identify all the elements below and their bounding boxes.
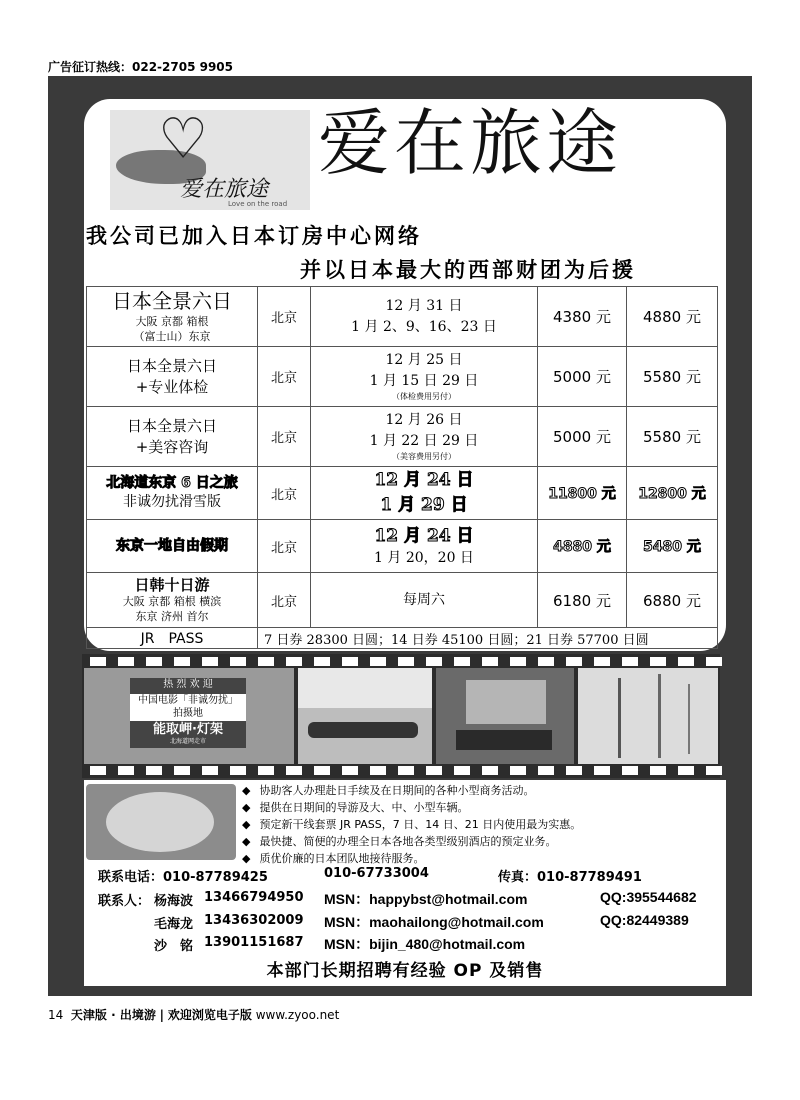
list-item: ◆ 预定新干线套票 JR PASS，7 日、14 日、21 日内使用最为实惠。 [242, 816, 581, 833]
contact-qq: QQ:395544682 [600, 889, 697, 905]
price-2: 5480 元 [627, 520, 718, 573]
date-note: （体检费用另付） [392, 392, 456, 401]
route-sub: 东京 济州 首尔 [135, 610, 209, 624]
route-name: 日本全景六日 [112, 289, 232, 314]
route-cell [87, 407, 258, 467]
company-logo [110, 107, 310, 210]
date-line: 1 月 22 日 29 日 [369, 432, 479, 449]
price-2: 6880 元 [627, 573, 718, 628]
table-row [87, 573, 718, 628]
contact-mobile: 13466794950 [204, 890, 304, 905]
browse-label: 欢迎浏览电子版 [167, 1008, 252, 1022]
departure-city: 北京 [258, 407, 311, 467]
contact-phone: 联系电话：010-87789425 [98, 870, 268, 885]
logo-tagline: Love on the road [228, 200, 288, 208]
route-sub: 大阪 京都 箱根 [135, 315, 209, 329]
contact-mobile: 13901151687 [204, 935, 304, 950]
price-2: 4880 元 [627, 287, 718, 347]
departure-city: 北京 [258, 287, 311, 347]
date-cell [311, 467, 538, 520]
ad-hotline: 广告征订热线：022-2705 9905 [48, 60, 234, 74]
departure-city: 北京 [258, 573, 311, 628]
tour-price-table [86, 286, 718, 649]
date-line: 1 月 15 日 29 日 [369, 372, 479, 389]
price-1: 6180 元 [538, 573, 627, 628]
table-row [87, 467, 718, 520]
date-note: （美容费用另付） [392, 452, 456, 461]
table-row [87, 407, 718, 467]
table-row [87, 520, 718, 573]
contact-msn: MSN：maohailong@hotmail.com [324, 914, 544, 930]
slogan-line-2: 并以日本最大的西部财团为后援 [300, 258, 636, 282]
date-cell [311, 520, 538, 573]
list-item: ◆ 协助客人办理赴日手续及在日期间的各种小型商务活动。 [242, 782, 581, 799]
route-name: 日本全景六日 [126, 357, 217, 376]
date-line: 12 月 31 日 [385, 298, 463, 315]
heart-icon: ♡ [158, 107, 209, 172]
price-1: 5000 元 [538, 407, 627, 467]
jr-pass-prices: 7 日券 28300 日圆；14 日券 45100 日圆；21 日券 57700 日圆 [258, 628, 718, 649]
contact-person-label: 联系人： [98, 894, 151, 909]
contact-fax: 传真：010-87789491 [498, 870, 642, 885]
sign-text: 中国电影「非诚勿扰」拍摄地 [130, 694, 246, 721]
date-cell [311, 347, 538, 407]
route-sub: 非诚勿扰滑雪版 [123, 494, 221, 510]
date-cell [311, 287, 538, 347]
date-line: 12 月 24 日 [374, 525, 474, 546]
welcome-sign [130, 678, 246, 748]
contact-phone-2: 010-67733004 [324, 866, 429, 881]
jr-pass-label: JR PASS [87, 628, 258, 649]
photo-filmstrip [82, 654, 720, 778]
logo-text: 爱在旅途 [180, 177, 269, 202]
website-link[interactable]: www.zyoo.net [255, 1008, 340, 1022]
contact-msn: MSN：bijin_480@hotmail.com [324, 936, 526, 952]
contact-msn: MSN：happybst@hotmail.com [324, 891, 528, 907]
date-cell: 每周六 [311, 573, 538, 628]
date-line: 1 月 20，20 日 [374, 550, 474, 567]
edition-label: 天津版 · 出境游 [70, 1008, 156, 1022]
departure-city: 北京 [258, 467, 311, 520]
page-title: 爱在旅途 [318, 101, 623, 185]
route-cell [87, 573, 258, 628]
price-2: 5580 元 [627, 407, 718, 467]
date-line: 12 月 24 日 [374, 470, 474, 491]
date-line: 12 月 26 日 [385, 412, 463, 429]
contact-mobile: 13436302009 [204, 913, 304, 928]
route-cell [87, 287, 258, 347]
service-list [242, 782, 581, 867]
footer-divider: | [159, 1008, 165, 1022]
photo-food-dish [86, 784, 236, 860]
list-item: ◆ 提供在日期间的导游及大、中、小型车辆。 [242, 799, 581, 816]
slogan-line-1: 我公司已加入日本订房中心网络 [86, 224, 422, 248]
page-number: 14 [48, 1008, 64, 1022]
route-sub: 大阪 京都 箱根 横滨 [122, 595, 222, 609]
price-1: 5000 元 [538, 347, 627, 407]
table-row [87, 347, 718, 407]
route-cell [87, 347, 258, 407]
sign-text: 热 烈 欢 迎 [163, 679, 213, 690]
contact-name: 沙 铭 [154, 939, 194, 954]
route-sub: （富士山）东京 [133, 330, 211, 343]
price-1: 11800 元 [538, 467, 627, 520]
route-name: 东京一地自由假期 [116, 537, 228, 554]
route-cell [87, 467, 258, 520]
price-2: 12800 元 [627, 467, 718, 520]
date-cell [311, 407, 538, 467]
contact-name: 毛海龙 [154, 917, 194, 932]
date-line: 12 月 25 日 [385, 352, 463, 369]
price-1: 4380 元 [538, 287, 627, 347]
photo-snowmobiles [298, 668, 432, 764]
contact-name: 杨海波 [154, 894, 194, 909]
page-footer [48, 1006, 339, 1023]
route-name: 日韩十日游 [134, 576, 210, 595]
sign-text: 能取岬·灯架 [153, 721, 223, 737]
route-name: 北海道东京 6 日之旅 [106, 475, 238, 492]
route-sub: +美容咨询 [135, 437, 209, 456]
price-1: 4880 元 [538, 520, 627, 573]
price-2: 5580 元 [627, 347, 718, 407]
table-row [87, 287, 718, 347]
contact-qq: QQ:82449389 [600, 912, 689, 928]
photo-welcome-sign [84, 668, 294, 764]
table-row [87, 628, 718, 649]
list-item: ◆ 最快捷、简便的办理全日本各地各类型级别酒店的预定业务。 [242, 833, 581, 850]
list-item: ◆ 质优价廉的日本团队地接待服务。 [242, 850, 581, 867]
date-line: 1 月 2、9、16、23 日 [351, 318, 497, 335]
departure-city: 北京 [258, 520, 311, 573]
route-cell [87, 520, 258, 573]
services-contact-panel [84, 780, 726, 986]
sign-text: 北海道网走市 [169, 738, 206, 746]
recruit-notice: 本部门长期招聘有经验 OP 及销售 [266, 961, 544, 981]
route-sub: +专业体检 [135, 377, 209, 396]
route-name: 日本全景六日 [126, 417, 217, 436]
date-line: 1 月 29 日 [380, 495, 468, 515]
photo-hotel-room [436, 668, 574, 764]
departure-city: 北京 [258, 347, 311, 407]
photo-snowy-forest [578, 668, 718, 764]
